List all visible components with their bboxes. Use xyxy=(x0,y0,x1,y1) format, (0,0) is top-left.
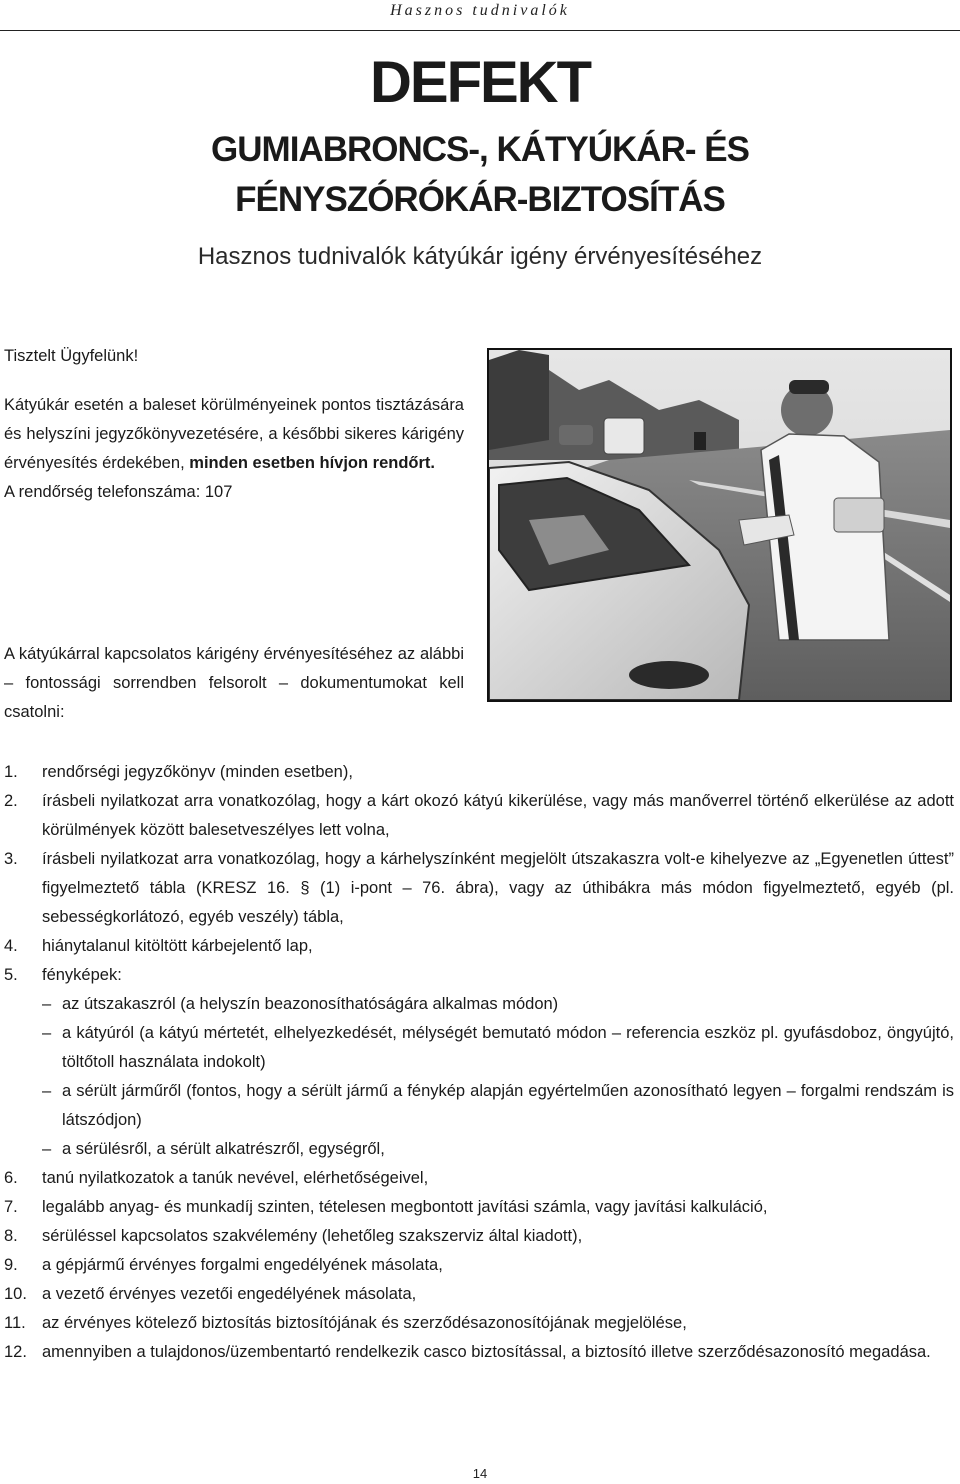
list-item-number: 5. xyxy=(4,966,18,984)
sublist-item-text: a kátyúról (a kátyú mértetét, elhelyezkedését, mélységét bemutató módon – referencia eszköz pl. gyufásdoboz, öngyújtó, töltőtoll használata indokolt) xyxy=(62,1024,954,1071)
list-item xyxy=(4,787,954,845)
sublist-item-text: a sérülésről, a sérült alkatrészről, egységről, xyxy=(62,1140,385,1158)
required-documents-list xyxy=(4,758,954,1367)
list-item-text: írásbeli nyilatkozat arra vonatkozólag, hogy a kárhelyszínként megjelölt útszakaszra volt-e kihelyezve az „Egyenetlen úttest” figyelmeztető tábla (KRESZ 16. § (1) i-pont – 76. ábra), vagy az úthibákra más módon figyelmeztető, egyéb (pl. sebességkorlátozó, egyéb veszély) tábla, xyxy=(42,850,954,926)
list-item-number: 11. xyxy=(4,1314,26,1332)
list-item-text: a vezető érvényes vezetői engedélyének másolata, xyxy=(42,1285,417,1303)
intro-paragraph xyxy=(4,391,464,478)
list-item-text: tanú nyilatkozatok a tanúk nevével, elérhetőségeivel, xyxy=(42,1169,429,1187)
list-item-number: 9. xyxy=(4,1256,18,1274)
list-item-text: rendőrségi jegyzőkönyv (minden esetben), xyxy=(42,763,353,781)
list-item-number: 2. xyxy=(4,792,18,810)
intro-paragraph-emphasis: minden esetben hívjon rendőrt. xyxy=(189,454,435,472)
list-item xyxy=(4,932,954,961)
sublist-dash: – xyxy=(42,1140,52,1158)
list-item xyxy=(4,1251,954,1280)
sublist-dash: – xyxy=(42,995,52,1013)
list-item-text: hiánytalanul kitöltött kárbejelentő lap, xyxy=(42,937,313,955)
page-number: 14 xyxy=(472,1466,488,1481)
list-item xyxy=(4,1338,954,1367)
intro-section xyxy=(4,342,464,507)
page-subtitle-line-1: GUMIABRONCS-, KÁTYÚKÁR- ÉS xyxy=(211,130,749,169)
sublist-item-text: a sérült járműről (fontos, hogy a sérült jármű a fénykép alapján egyértelműen azonosítható legyen – forgalmi rendszám is látszódjon) xyxy=(62,1082,954,1129)
list-item-text: írásbeli nyilatkozat arra vonatkozólag, hogy a kárt okozó kátyú kikerülése, vagy más manőverrel történő elkerülése az adott körülmények között balesetveszélyes lett volna, xyxy=(42,792,954,839)
police-officer-photo xyxy=(487,348,952,702)
list-item-text: legalább anyag- és munkadíj szinten, tételesen megbontott javítási számla, vagy javítási kalkuláció, xyxy=(42,1198,768,1216)
list-item-number: 8. xyxy=(4,1227,18,1245)
list-item-text: fényképek: xyxy=(42,966,122,984)
list-item-text: sérüléssel kapcsolatos szakvélemény (lehetőleg szakszerviz által kiadott), xyxy=(42,1227,583,1245)
photo-sublist xyxy=(42,990,954,1164)
police-phone-line: A rendőrség telefonszáma: 107 xyxy=(4,483,233,501)
list-item-number: 7. xyxy=(4,1198,18,1216)
list-item-text: amennyiben a tulajdonos/üzembentartó rendelkezik casco biztosítással, a biztosító illetve szerződésazonosító megadása. xyxy=(42,1343,931,1361)
list-item-number: 3. xyxy=(4,850,18,868)
list-item xyxy=(4,1280,954,1309)
list-item-number: 6. xyxy=(4,1169,18,1187)
list-item xyxy=(4,961,954,1164)
page-title: DEFEKT xyxy=(370,50,590,115)
photo-illustration xyxy=(489,350,950,700)
page-tagline: Hasznos tudnivalók kátyúkár igény érvényesítéséhez xyxy=(197,243,763,270)
list-item-number: 10. xyxy=(4,1285,27,1303)
sublist-item-text: az útszakaszról (a helyszín beazonosíthatóságára alkalmas módon) xyxy=(62,995,559,1013)
greeting: Tisztelt Ügyfelünk! xyxy=(4,347,139,365)
list-item xyxy=(4,1222,954,1251)
list-item-number: 12. xyxy=(4,1343,27,1361)
sublist-item xyxy=(42,1077,954,1135)
list-item xyxy=(4,845,954,932)
list-item xyxy=(4,1193,954,1222)
sublist-item xyxy=(42,1019,954,1077)
sublist-item xyxy=(42,1135,954,1164)
sublist-dash: – xyxy=(42,1082,52,1100)
list-item xyxy=(4,1309,954,1338)
sublist-item xyxy=(42,990,954,1019)
attachments-intro: A kátyúkárral kapcsolatos kárigény érvényesítéséhez az alábbi – fontossági sorrendben felsorolt – dokumentumokat kell csatolni: xyxy=(4,645,464,721)
list-item xyxy=(4,758,954,787)
running-header: Hasznos tudnivalók xyxy=(390,2,570,19)
list-item-number: 1. xyxy=(4,763,18,781)
list-item-text: a gépjármű érvényes forgalmi engedélyének másolata, xyxy=(42,1256,443,1274)
header-rule xyxy=(0,30,960,31)
list-item-number: 4. xyxy=(4,937,18,955)
intro-paragraph-text: Kátyúkár esetén a baleset körülményeinek pontos tisztázására és helyszíni jegyzőkönyvezetésére, a későbbi sikeres kárigény érvényesítés érdekében, xyxy=(4,396,464,472)
page-subtitle-line-2: FÉNYSZÓRÓKÁR-BIZTOSÍTÁS xyxy=(235,180,725,219)
sublist-dash: – xyxy=(42,1024,52,1042)
list-item xyxy=(4,1164,954,1193)
list-item-text: az érvényes kötelező biztosítás biztosítójának és szerződésazonosítójának megjelölése, xyxy=(42,1314,687,1332)
